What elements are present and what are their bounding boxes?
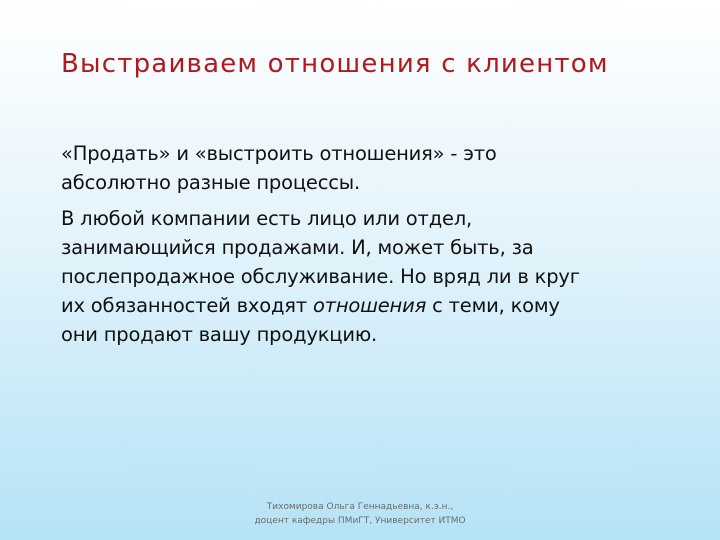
paragraph-2-line-4 — [61, 291, 691, 320]
slide-title: Выстраиваем отношения с клиентом — [61, 49, 609, 79]
paragraph-2-line-1: В любой компании есть лицо или отдел, — [61, 207, 473, 230]
emphasized-word: отношения — [312, 294, 427, 317]
paragraph-2-line-5: они продают вашу продукцию. — [61, 323, 378, 346]
footer-author: Тихомирова Ольга Геннадьевна, к.э.н., — [266, 502, 454, 512]
paragraph-1-line-1: «Продать» и «выстроить отношения» - это — [61, 142, 497, 165]
paragraph-1-line-2: абсолютно разные процессы. — [61, 171, 360, 194]
paragraph-1 — [61, 139, 691, 197]
paragraph-2 — [61, 204, 691, 349]
footer-affiliation: доцент кафедры ПМиГТ, Университет ИТМО — [254, 516, 466, 526]
slide-footer — [160, 500, 560, 528]
paragraph-2-line-3: послепродажное обслуживание. Но вряд ли в круг — [61, 265, 580, 288]
paragraph-2-line-4-start: их обязанностей входят — [61, 294, 313, 317]
slide-body — [61, 139, 691, 356]
paragraph-2-line-4-end: с теми, кому — [426, 294, 560, 317]
paragraph-2-line-2: занимающийся продажами. И, может быть, за — [61, 236, 534, 259]
